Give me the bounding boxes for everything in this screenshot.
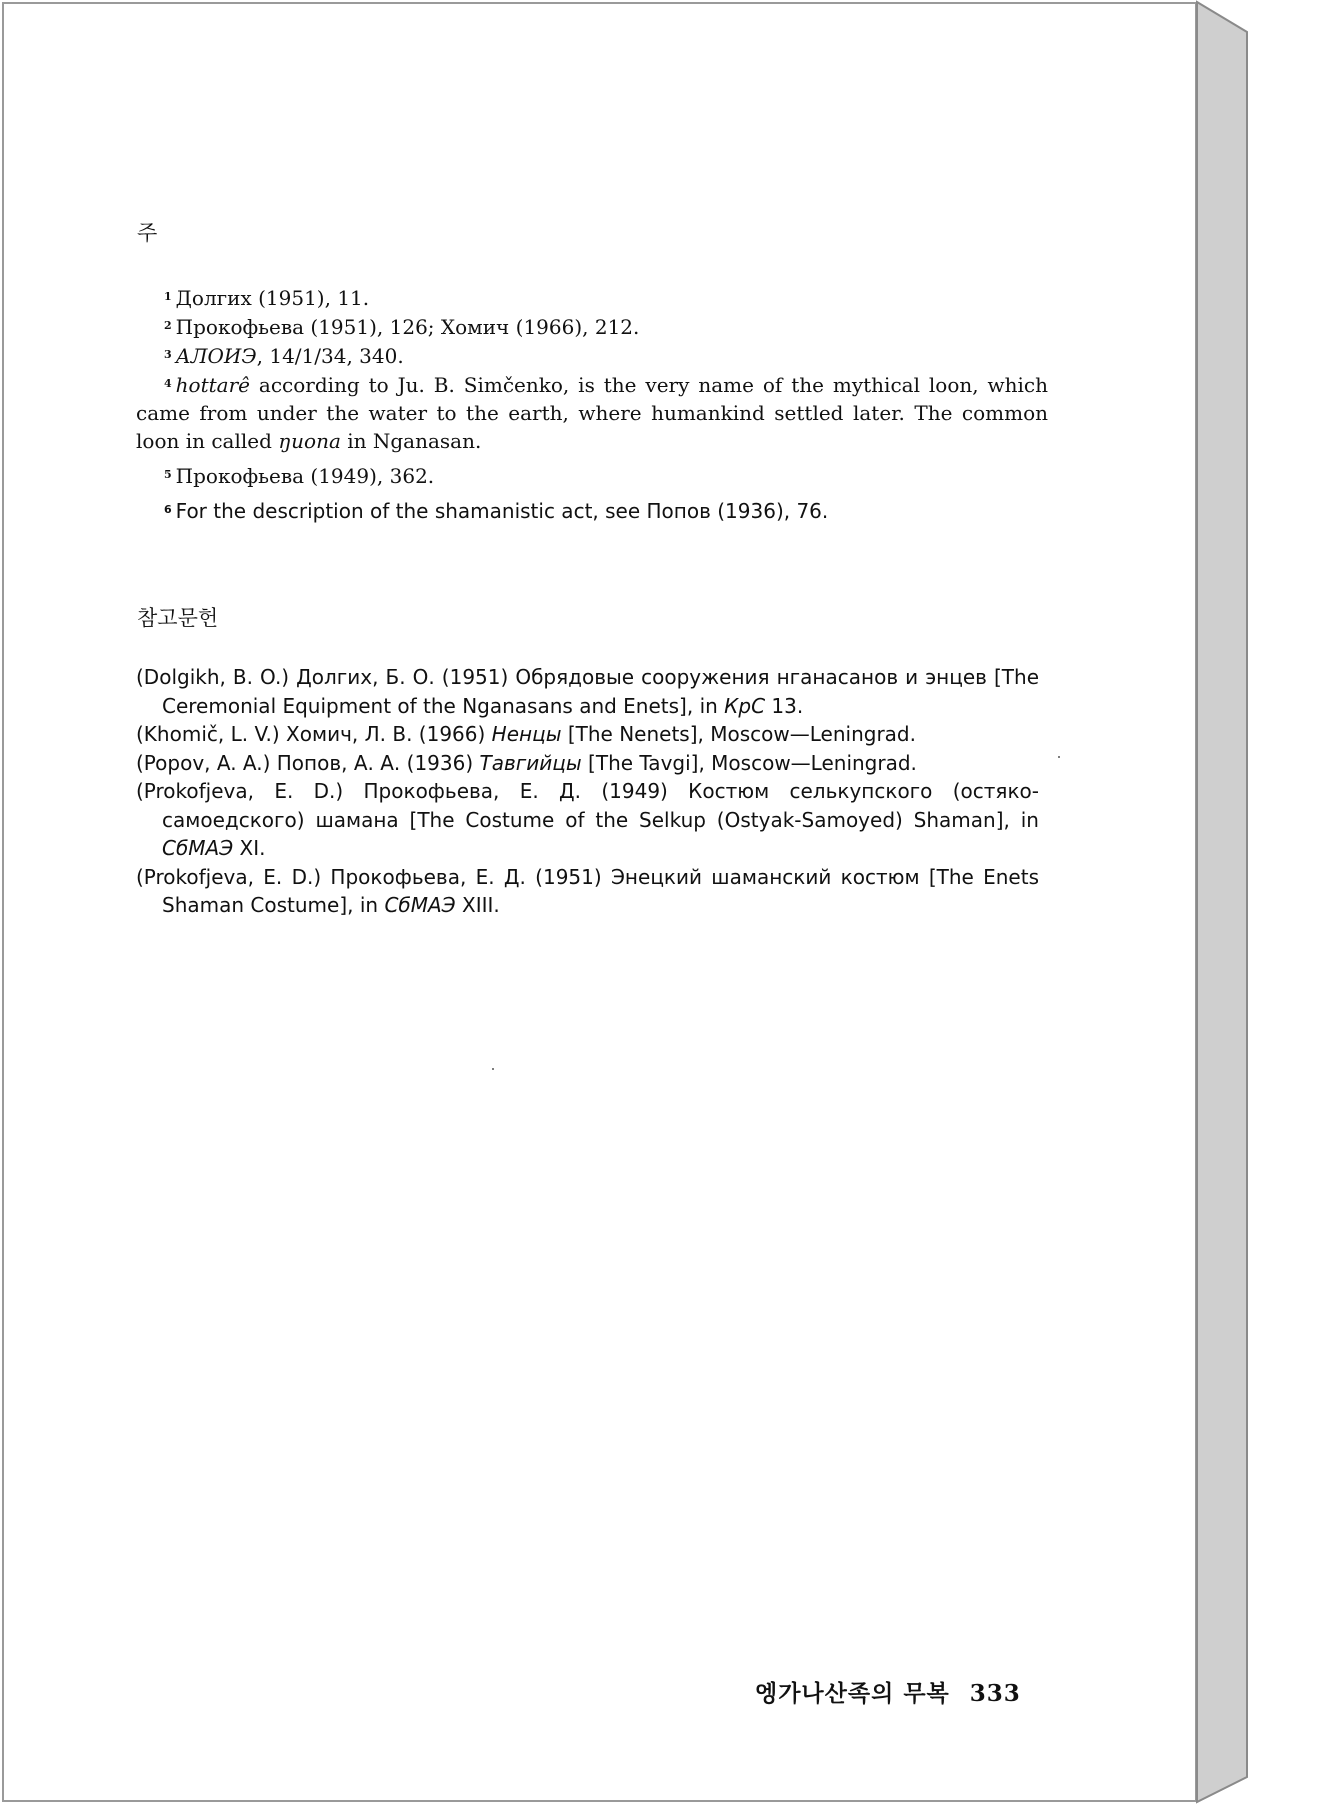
note-number: 4 bbox=[164, 377, 172, 390]
reference-title: Тавгийцы bbox=[479, 750, 582, 775]
reference-text: (Prokofjeva, E. D.) Прокофьева, Е. Д. (1949) Костюм селькупского (остяко-самоедского) шамана [The Costume of the Selkup (Ostyak-Samoyed) Shaman], in bbox=[136, 779, 1039, 832]
note-6 bbox=[136, 496, 1048, 525]
note-2 bbox=[136, 312, 1048, 341]
scan-speck bbox=[492, 1068, 494, 1070]
book-edge bbox=[1197, 2, 1257, 1802]
notes-heading: 주 bbox=[137, 221, 158, 245]
note-number: 3 bbox=[164, 348, 172, 361]
reference-title: Ненцы bbox=[491, 722, 562, 746]
reference-text: 13. bbox=[765, 693, 804, 718]
reference-text: XIII. bbox=[455, 893, 500, 917]
reference-item bbox=[136, 863, 1039, 920]
scan-speck bbox=[1058, 756, 1060, 758]
reference-text: (Prokofjeva, E. D.) Прокофьева, Е. Д. (1951) Энецкий шаманский костюм [The Enets Shaman Costume], in bbox=[136, 864, 1039, 917]
note-4 bbox=[136, 370, 1048, 455]
note-source: АЛОИЭ bbox=[175, 344, 257, 368]
references-list bbox=[136, 663, 1039, 920]
reference-title: СбМАЭ bbox=[162, 836, 234, 860]
note-text: Прокофьева (1949), 362. bbox=[175, 464, 435, 488]
note-text: in Nganasan. bbox=[340, 429, 482, 453]
note-term: hottarê bbox=[175, 373, 250, 397]
reference-text: [The Tavgi], Moscow—Leningrad. bbox=[581, 750, 917, 775]
reference-item bbox=[136, 663, 1039, 720]
reference-title: СбМАЭ bbox=[384, 893, 456, 917]
note-term: ŋuona bbox=[278, 429, 341, 453]
running-title: 엥가나산족의 무복 bbox=[755, 1681, 950, 1707]
note-number: 2 bbox=[164, 319, 172, 332]
reference-text: [The Nenets], Moscow—Leningrad. bbox=[561, 722, 916, 746]
page-footer bbox=[755, 1675, 1021, 1708]
note-5 bbox=[136, 461, 1048, 490]
reference-item bbox=[136, 777, 1039, 863]
note-text: For the description of the shamanistic act, see Попов (1936), 76. bbox=[175, 499, 829, 523]
notes-list bbox=[136, 283, 1048, 525]
note-3 bbox=[136, 341, 1048, 370]
reference-item bbox=[136, 749, 1039, 778]
note-text: according to Ju. B. Simčenko, is the very name of the mythical loon, which came from under the water to the earth, where humankind settled later. The common loon in called bbox=[136, 373, 1048, 453]
reference-text: (Khomič, L. V.) Хомич, Л. В. (1966) bbox=[136, 722, 492, 746]
reference-text: XI. bbox=[233, 836, 266, 860]
reference-text: (Popov, A. A.) Попов, А. А. (1936) bbox=[136, 750, 480, 775]
reference-title: КрС bbox=[724, 693, 766, 718]
reference-text: (Dolgikh, B. O.) Долгих, Б. О. (1951) Обрядовые сооружения нганасанов и энцев [The Ceremonial Equipment of the Nganasans and Enets], in bbox=[136, 665, 1039, 718]
note-text: , 14/1/34, 340. bbox=[256, 344, 404, 368]
note-1 bbox=[136, 283, 1048, 312]
note-number: 5 bbox=[164, 468, 172, 481]
note-number: 6 bbox=[164, 503, 172, 516]
reference-item bbox=[136, 720, 1039, 749]
note-text: Прокофьева (1951), 126; Хомич (1966), 212. bbox=[175, 315, 640, 339]
note-number: 1 bbox=[164, 290, 172, 303]
note-text: Долгих (1951), 11. bbox=[175, 286, 370, 310]
page-number: 333 bbox=[969, 1680, 1021, 1707]
references-heading: 참고문헌 bbox=[137, 606, 219, 630]
